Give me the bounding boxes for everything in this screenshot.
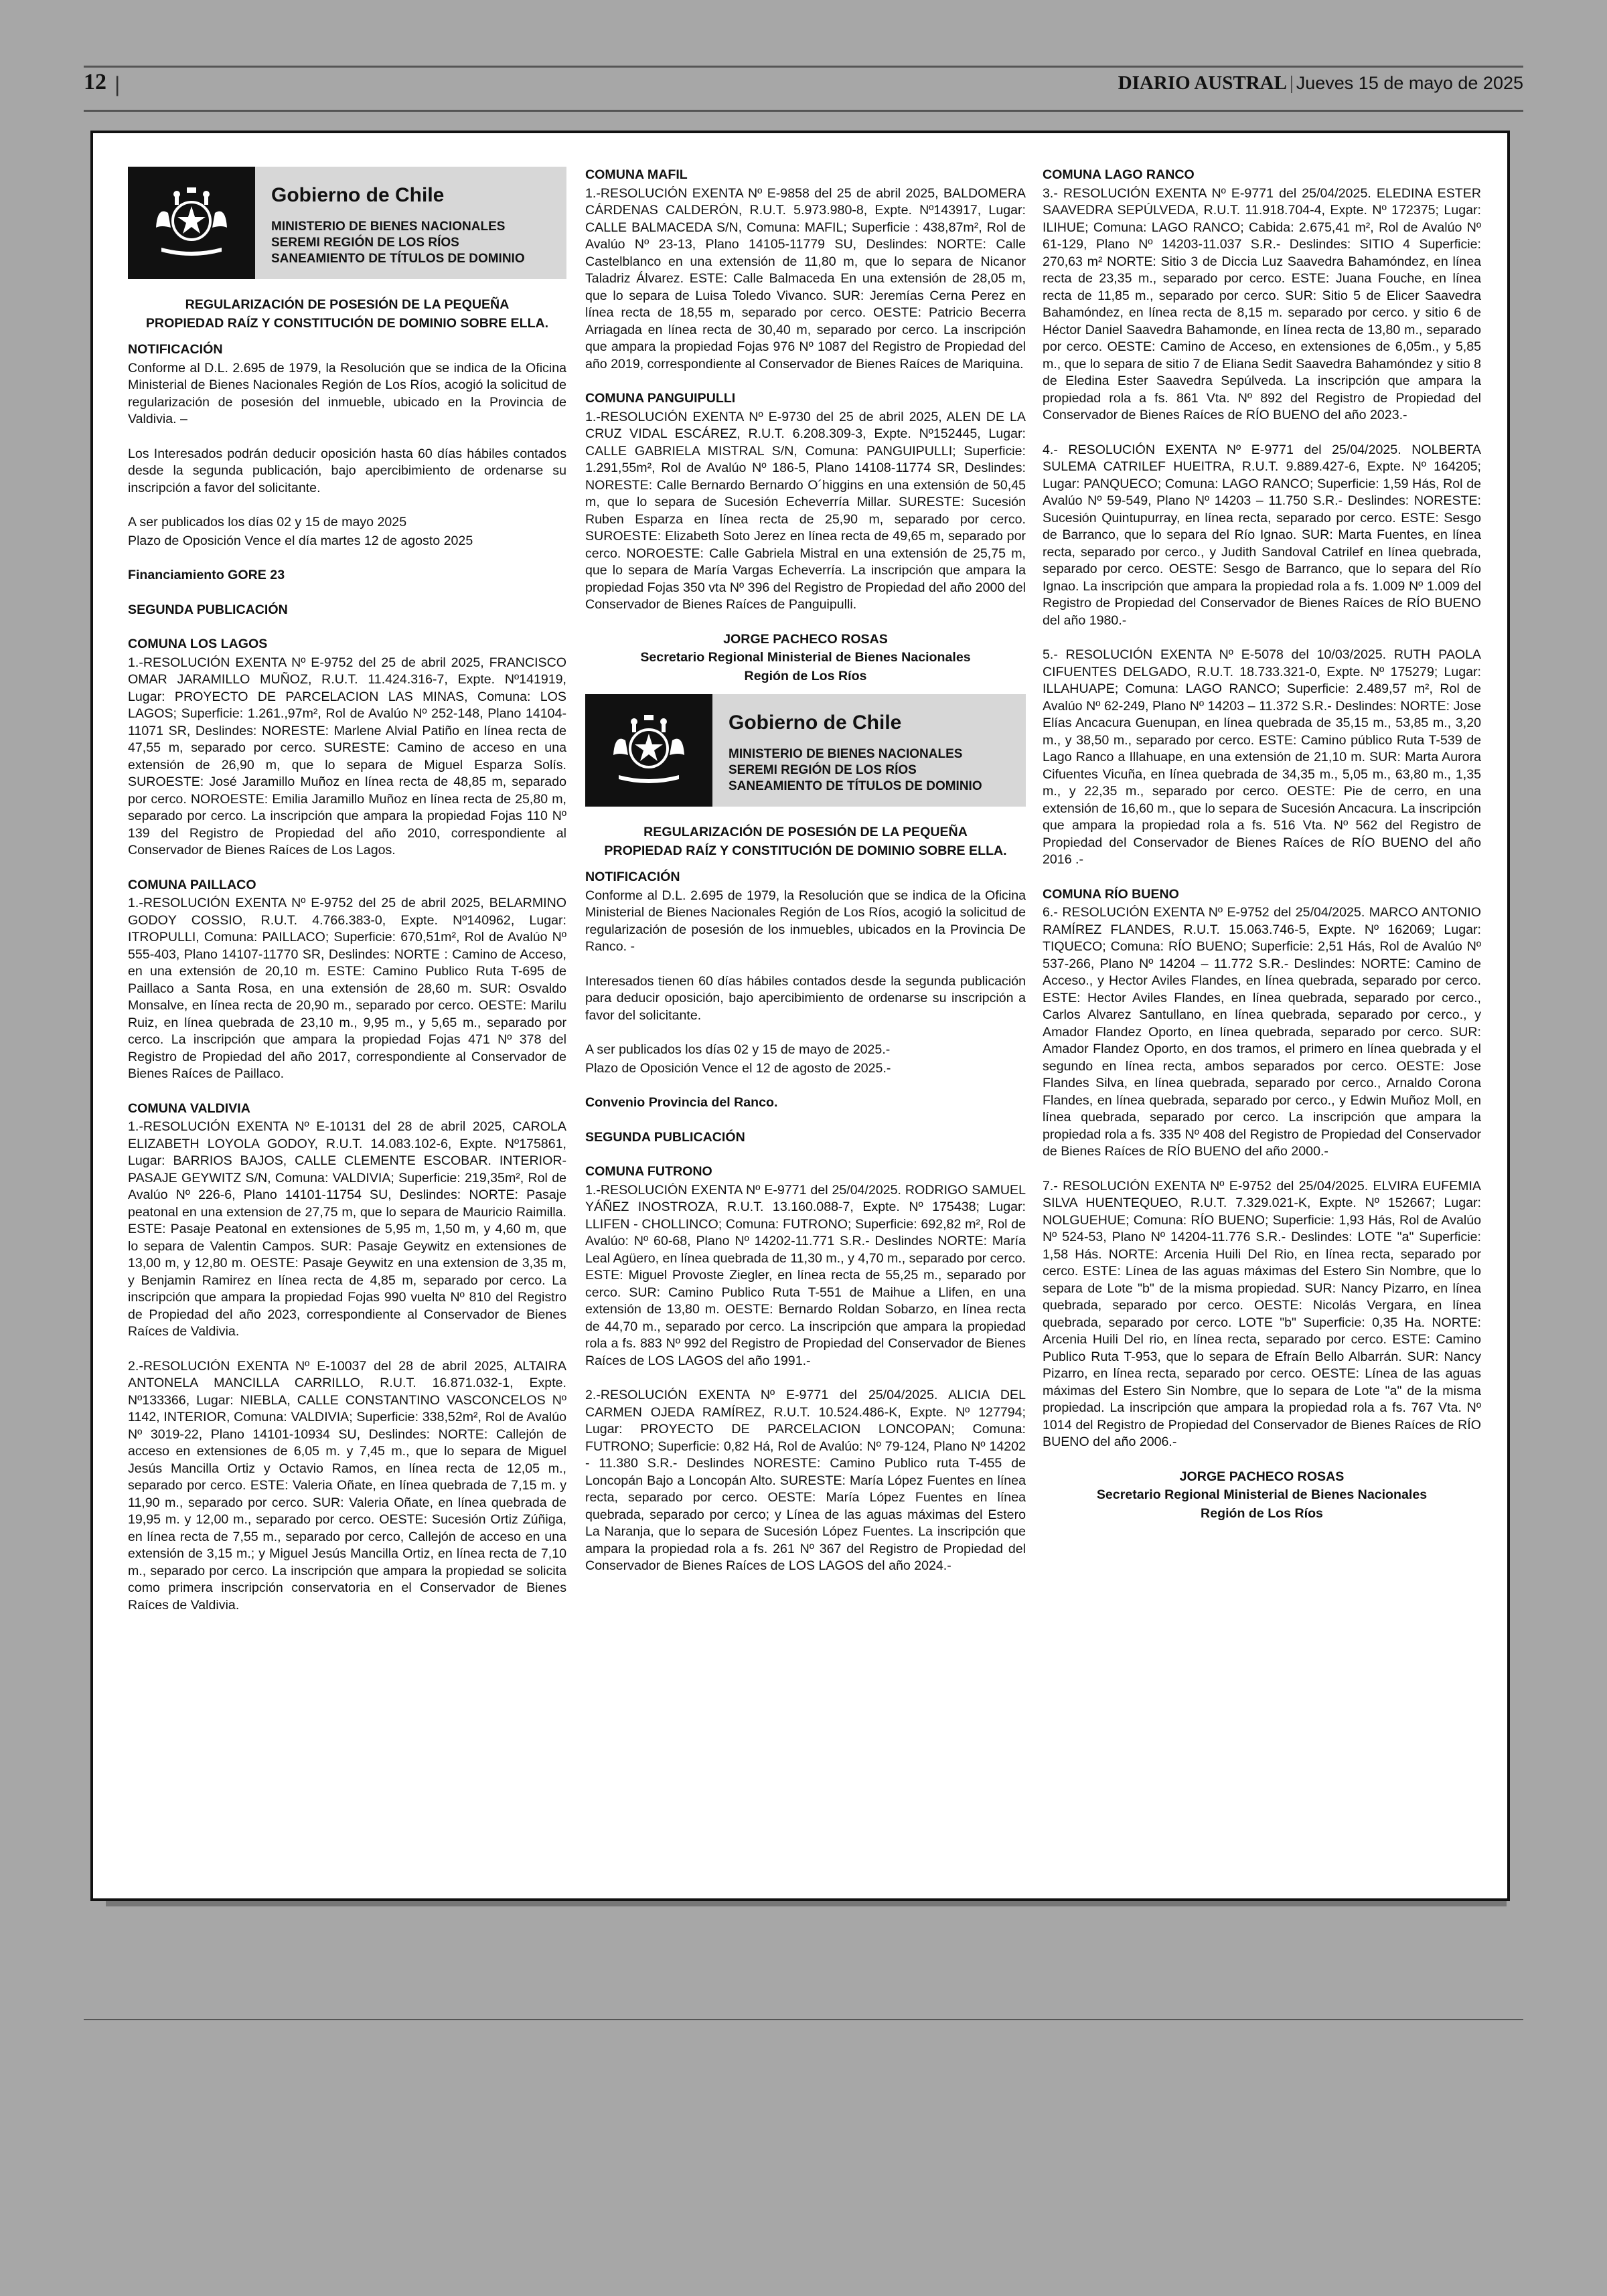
notice-sheet [90,131,1510,1901]
saneamiento-line: SANEAMIENTO DE TÍTULOS DE DOMINIO [729,779,982,793]
section-heading: COMUNA LOS LAGOS [128,637,268,651]
gov-logo-banner [128,167,566,279]
signatory-role: Secretario Regional Ministerial de Bienes Nacionales [1096,1487,1428,1502]
notification-heading: NOTIFICACIÓN [128,342,223,357]
masthead-separator: | [1289,72,1294,94]
ministry-line: MINISTERIO DE BIENES NACIONALES [729,747,963,761]
convenio-line: Convenio Provincia del Ranco. [585,1095,778,1110]
section-heading: COMUNA PANGUIPULLI [585,391,736,406]
resolution-entry: 6.- RESOLUCIÓN EXENTA Nº E-9752 del 25/04/2025. MARCO ANTONIO RAMÍREZ FLANDES, R.U.T. 15.063.746-5, Expte. Nº 162069; Lugar: TIQUECO; Comuna: RÍO BUENO; Superficie: 2,51 Hás, Rol de Avalúo Nº 537-266, Plano Nº 14204 – 11.772 S.R.- Deslindes: NORTE: Camino de Acceso., y Hector Aviles Flandes, en línea quebrada, separado por cerco. ESTE: Hector Aviles Flandes, en línea quebrada, separado por cerco., Carlos Alvarez Santullano, en línea quebrada, separado por cerco., y Amador Flandez Oporto, en línea quebrada, separado por cerco. SUR: Amador Flandez Oporto, en dos tramos, el primero en línea quebrada y el segundo en línea recta, ambos separados por cerco. OESTE: Jose Flandes Silva, en línea quebrada, separado por cerco., Arnaldo Corona Flandes, en línea quebrada, separado por cerco., y Edwin Muñoz Moll, en línea quebrada, separado por cerco. La inscripción que ampara la propiedad rola a fs. 335 Nº 408 del Registro de Propiedad del Conservador de Bienes Raíces de RÍO BUENO del año 2000.- [1043,905,1481,1159]
publication-name: DIARIO AUSTRAL [1118,72,1287,94]
logo-text [712,694,982,807]
gov-logo-banner [585,694,1026,807]
second-publication-heading: SEGUNDA PUBLICACIÓN [585,1129,745,1145]
publish-dates: A ser publicados los días 02 y 15 de mayo 2025 [128,515,407,529]
notification-text: Conforme al D.L. 2.695 de 1979, la Resolución que se indica de la Oficina Ministerial de Bienes Nacionales Región de Los Ríos, acogió la solicitud de regularización de posesión de los inmuebles, ubicados en la Provincia De Ranco. - [585,888,1026,954]
resolution-entry: 1.-RESOLUCIÓN EXENTA Nº E-9752 del 25 de abril 2025, FRANCISCO OMAR JARAMILLO MUÑOZ, R.U.T. 11.424.316-7, Expte. Nº141919, Lugar: PROYECTO DE PARCELACION LAS MINAS, Comuna: LOS LAGOS; Superficie: 1.261.,97m², Rol de Avalúo Nº 252-148, Plano 14104-11071 SR, Deslindes: NORESTE: Marlene Alvial Patiño en línea recta de 47,55 m, separado por cerco. SURESTE: Camino de acceso en una extensión de 26,90 m, que lo separa de Miguel Esparza Solís. SUROESTE: José Jaramillo Muñoz en línea recta de 48,85 m, separado por cerco. NOROESTE: Emilia Jaramillo Muñoz en línea recta de 25,80 m, separado por cerco. La inscripción que ampara la propiedad Fojas 110 Nº 139 del Registro de Propiedad del año 2010, correspondiente al Conservador de Bienes Raíces de Los Lagos. [128,655,566,857]
notification-heading: NOTIFICACIÓN [585,870,680,884]
opposition-text: Interesados tienen 60 días hábiles contados desde la segunda publicación para deducir oposición, bajo apercibimiento de ordenarse su inscripción a favor del solicitante. [585,973,1026,1023]
resolution-entry: 7.- RESOLUCIÓN EXENTA Nº E-9752 del 25/04/2025. ELVIRA EUFEMIA SILVA HUENTEQUEO, R.U.T. 7.329.021-K, Expte. Nº 152667; Lugar: NOLGUEHUE; Comuna: RÍO BUENO; Superficie: 1,93 Hás, Rol de Avalúo Nº 524-53, Plano Nº 14204-11.776 S.R.- Deslindes: LOTE "a" Superficie: 1,58 Hás. NORTE: Arcenia Huili Del Rio, en línea recta, separado por cerco. ESTE: Línea de las aguas máximas del Estero Sin Nombre, que lo separa de Lote "b" de la misma propiedad. SUR: Nancy Pizarro, en línea quebrada, separado por cerco. OESTE: Nicolás Vergara, en línea quebrada, separado por cerco. LOTE "b" Superficie: 0,35 Ha. NORTE: Arcenia Huili Del rio, en línea recta, separado por cerco. ESTE: Camino Publico Ruta T-953, que lo separa de Efraín Bello Albarrán. SUR: Nancy Pizarro, en línea recta, separado por cerco. OESTE: Línea de las aguas máximas del Estero Sin Nombre, que lo separa de Lote "a" de la misma propiedad. La inscripción que ampara la propiedad rola a fs. 767 Vta. Nº 1014 del Registro de Propiedad del Conservador de Bienes Raíces de RÍO BUENO del año 2006.- [1043,1178,1481,1449]
column-3 [1043,167,1481,1524]
section-heading: COMUNA VALDIVIA [128,1100,250,1116]
publish-dates: A ser publicados los días 02 y 15 de mayo de 2025.- [585,1042,891,1057]
opposition-text: Los Interesados podrán deducir oposición hasta 60 días hábiles contados desde la segunda publicación, bajo apercibimiento de ordenarse su inscripción a favor del solicitante. [128,446,566,495]
notice-title-line-1: REGULARIZACIÓN DE POSESIÓN DE LA PEQUEÑA [185,297,510,312]
page-number: 12 [84,70,106,94]
column-1 [128,167,566,1615]
resolution-entry: 3.- RESOLUCIÓN EXENTA Nº E-9771 del 25/04/2025. ELEDINA ESTER SAAVEDRA SEPÚLVEDA, R.U.T. 11.918.704-4, Expte. Nº 172375; Lugar: ILIHUE; Comuna: LAGO RANCO; Cabida: 2.675,41 m², Rol de Avalúo Nº 61-129, Plano Nº 14203-11.037 S.R.- Deslindes: SITIO 4 Superficie: 270,63 m² NORTE: Sitio 3 de Diccia Luz Saavedra Bahamóndez, en línea recta de 23,35 m., separado por cerco. ESTE: Juana Fouche, en línea recta de 11,85 m., separado por cerco. SUR: Sitio 5 de Elicer Saavedra Bahamóndez, en línea recta de 8,15 m. separado por cerco. y sitio 6 de Héctor Daniel Saavedra Bahamonde, en línea recta de 13,80 m., separado por cerco. OESTE: Camino de Acceso, en extensiones de 6,05m., y 5,85 m., que lo separa de sitio 7 de Eliana Sedit Saavedra Bahamóndez y sitio 8 de Eledina Ester Saavedra Sepúlveda. La inscripción que ampara la propiedad rola a fs. 861 Vta. Nº 892 del Registro de Propiedad del Conservador de Bienes Raíces de RÍO BUENO del año 2023.- [1043,185,1481,422]
column-2 [585,167,1026,1576]
signatory-region: Región de Los Ríos [744,668,867,683]
financing-line: Financiamiento GORE 23 [128,568,285,582]
resolution-entry: 4.- RESOLUCIÓN EXENTA Nº E-9771 del 25/04/2025. NOLBERTA SULEMA CATRILEF HUEITRA, R.U.T. 9.889.427-6, Expte. Nº 164205; Lugar: PANQUECO; Comuna: LAGO RANCO; Superficie: 1,59 Hás, Rol de Avalúo Nº 59-549, Plano Nº 14203 – 11.750 S.R.- Deslindes: NORESTE: Sucesión Quintupurray, en línea recta, separado por cerco. ESTE: Sesgo de Barranco, que lo separa del Río Ignao. SUR: Marta Fuentes, en línea recta, separado por cerco., y Judith Sandoval Catrilef en línea quebrada, separado por cerco. OESTE: Sesgo de Barranco, que lo separa del Río Ignao. La inscripción que ampara la propiedad rola a fs. 1.009 Nº 1.009 del Registro de Propiedad del Conservador de Bienes Raíces de RÍO BUENO del año 1980.- [1043,442,1481,628]
section-heading: COMUNA MAFIL [585,167,688,182]
section-heading: COMUNA RÍO BUENO [1043,886,1179,902]
resolution-entry: 1.-RESOLUCIÓN EXENTA Nº E-9730 del 25 de abril 2025, ALEN DE LA CRUZ VIDAL ESCÁREZ, R.U.T. 6.208.309-3, Expte. Nº152445, Lugar: CALLE GABRIELA MISTRAL S/N, Comuna: PANGUIPULLI; Superficie: 1.291,55m², Rol de Avalúo Nº 186-5, Plano 14108-11774 SR, Deslindes: NORESTE: Calle Bernardo Bernardo O´higgins en una extensión de 50,45 m, que lo separa de Sucesión Echeverría Millar. SURESTE: Sucesión Ruben Esparza en línea recta de 25,90 m, separado por cerco. SUROESTE: Elizabeth Soto Jerez en línea recta de 49,65 m, separado por cerco. NOROESTE: Calle Gabriela Mistral en una extensión de 25,75 m, que lo separa de María Vargas Echeverría. La inscripción que ampara la propiedad Fojas 350 vta Nº 396 del Registro de Propiedad del año 2000 del Conservador de Bienes Raíces de Panguipulli. [585,409,1026,612]
seremi-line: SEREMI REGIÓN DE LOS RÍOS [729,763,917,777]
notification-text: Conforme al D.L. 2.695 de 1979, la Resolución que se indica de la Oficina Ministerial de Bienes Nacionales Región de Los Ríos, acogió la solicitud de regularización de posesión del inmueble, ubicado en la Provincia de Valdivia. – [128,360,566,426]
page-header [84,70,1523,98]
publication-date: Jueves 15 de mayo de 2025 [1296,73,1523,93]
signatory-region: Región de Los Ríos [1201,1505,1323,1521]
header-rule [84,110,1523,112]
resolution-entry: 1.-RESOLUCIÓN EXENTA Nº E-9752 del 25 de abril 2025, BELARMINO GODOY COSSIO, R.U.T. 4.766.383-0, Expte. Nº140962, Lugar: ITROPULLI, Comuna: PAILLACO; Superficie: 670,51m², Rol de Avalúo Nº 555-403, Plano 14107-11770 SR, Deslindes: NORTE : Camino de Acceso, en una extensión de 20,10 m. ESTE: Camino Publico Ruta T-695 de Paillaco a Santa Rosa, en una extensión de 28,60 m. SUR: Osvaldo Monsalve, en línea recta de 20,90 m., separado por cerco. OESTE: Marilu Ruiz, en línea quebrada de 23,10 m., 9,95 m., y 5,65 m., separado por cerco. La inscripción que ampara la propiedad Fojas 471 Nº 378 del Registro de Propiedad del año 2017, correspondiente al Conservador de Bienes Raíces de Paillaco. [128,896,566,1081]
top-rule [84,66,1523,68]
resolution-entry: 1.-RESOLUCIÓN EXENTA Nº E-9771 del 25/04/2025. RODRIGO SAMUEL YÁÑEZ INOSTROZA, R.U.T. 13.160.088-7, Expte. Nº 175438; Lugar: LLIFEN - CHOLLINCO; Comuna: FUTRONO; Superficie: 692,82 m², Rol de Avalúo: Nº 60-68, Plano Nº 14202-11.771 S.R.- Deslindes NORTE: María Leal Agüero, en línea quebrada de 11,30 m., y 4,70 m., separado por cerco. ESTE: Miguel Provoste Ziegler, en línea recta de 55,25 m., separado por cerco. SUR: Camino Publico Ruta T-551 de Maihue a Llifen, en una extensión de 13,80 m. OESTE: Bernardo Roldan Sobarzo, en línea recta de 44,70 m., separado por cerco. La inscripción que ampara la propiedad rola a fs. 883 Nº 992 del Registro de Propiedad del Conservador de Bienes Raíces de LOS LAGOS del año 1991.- [585,1182,1026,1368]
second-publication-heading: SEGUNDA PUBLICACIÓN [128,602,288,617]
bottom-rule [84,2019,1523,2020]
signatory-name: JORGE PACHECO ROSAS [723,631,888,647]
resolution-entry: 2.-RESOLUCIÓN EXENTA Nº E-10037 del 28 de abril 2025, ALTAIRA ANTONELA MANCILLA CARRILLO, R.U.T. 16.871.032-1, Expte. Nº133366, Lugar: NIEBLA, CALLE CONSTANTINO VASCONCELOS Nº 1142, INTERIOR, Comuna: VALDIVIA; Superficie: 338,52m², Rol de Avalúo Nº 3019-22, Plano 14101-10934 SU, Deslindes: NORTE: Callejón de acceso en extensiones de 6,05 m. y 7,45 m., que lo separa de Miguel Jesús Mancilla Ortiz y Octavio Ramos, en línea recta de 12,05 m., separado por cerco. ESTE: Valeria Oñate, en línea quebrada de 7,15 m. y 11,90 m., separado por cerco. SUR: Valeria Oñate, en línea quebrada de 19,95 m. y 12,00 m., separado por cerco. OESTE: Sucesión Ortiz Zúñiga, en línea recta de 7,55 m., separado por cerco, Callejón de acceso en una extensión de 3,15 m.; y Miguel Jesús Mancilla Ortiz, en línea recta de 7,10 m., separado por cerco. La inscripción que ampara la propiedad se solicita como primera inscripción conservatoria en el Conservador de Bienes Raíces de Valdivia. [128,1358,566,1613]
gov-title: Gobierno de Chile [271,184,445,206]
logo-emblem [585,694,712,807]
notice-title-line-1: REGULARIZACIÓN DE POSESIÓN DE LA PEQUEÑA [643,825,968,839]
resolution-entry: 1.-RESOLUCIÓN EXENTA Nº E-10131 del 28 de abril 2025, CAROLA ELIZABETH LOYOLA GODOY, R.U.T. 14.083.102-6, Expte. Nº175861, Lugar: BARRIOS BAJOS, CALLE CLEMENTE ESCOBAR. INTERIOR-PASAJE GEYWITZ S/N, Comuna: VALDIVIA; Superficie: 219,35m², Rol de Avalúo Nº 226-6, Plano 14101-11754 SU, Deslindes: NORTE: Pasaje peatonal en una extension de 27,75 m, que lo separa de Mauricio Raimilla. ESTE: Pasaje Peatonal en extensiones de 5,95 m, 1,50 m, y 4,60 m, que lo separa de Valentin Campos. SUR: Pasaje Geywitz en extensiones de 13,00 m, y 12,80 m. OESTE: Pasaje Geywitz en una extension de 3,35 m, y Benjamin Ramirez en línea recta de 4,85 m, separado por cerco. La inscripción que ampara la propiedad Fojas 990 vuelta Nº 810 del Registro de Propiedad del año 2023, correspondiente al Conservador de Bienes Raíces de Valdivia. [128,1119,566,1339]
opposition-deadline: Plazo de Oposición Vence el 12 de agosto de 2025.- [585,1060,891,1076]
gov-title: Gobierno de Chile [729,712,902,734]
seremi-line: SEREMI REGIÓN DE LOS RÍOS [271,236,459,250]
section-heading: COMUNA LAGO RANCO [1043,167,1195,182]
signatory-role: Secretario Regional Ministerial de Bienes Nacionales [640,650,971,665]
opposition-deadline: Plazo de Oposición Vence el día martes 12 de agosto 2025 [128,533,473,548]
coat-of-arms-icon [605,714,692,787]
coat-of-arms-icon [148,186,235,260]
page-number-separator: | [114,72,121,96]
section-heading: COMUNA PAILLACO [128,877,256,892]
ministry-line: MINISTERIO DE BIENES NACIONALES [271,220,506,234]
resolution-entry: 2.-RESOLUCIÓN EXENTA Nº E-9771 del 25/04/2025. ALICIA DEL CARMEN OJEDA RAMÍREZ, R.U.T. 10.524.486-K, Expte. Nº 127794; Lugar: PROYECTO DE PARCELACION LONCOPAN; Comuna: FUTRONO; Superficie: 0,82 Há, Rol de Avalúo: Nº 79-124, Plano Nº 14202 - 11.380 S.R.- Deslindes NORESTE: Camino Publico ruta T-455 de Loncopán Bajo a Loncopán Alto. SURESTE: María López Fuentes en línea recta, separado por cerco. OESTE: María López Fuentes en línea quebrada, separado por cerco; y Línea de las aguas máximas del Estero La Naranja, que lo separa de Sucesión López Fuentes. La inscripción que ampara la propiedad rola a fs. 261 Nº 367 del Registro de Propiedad del Conservador de Bienes Raíces de LOS LAGOS del año 2024.- [585,1388,1026,1573]
logo-emblem [128,167,255,279]
logo-text [255,167,525,279]
section-heading: COMUNA FUTRONO [585,1164,712,1179]
resolution-entry: 5.- RESOLUCIÓN EXENTA Nº E-5078 del 10/03/2025. RUTH PAOLA CIFUENTES DELGADO, R.U.T. 18.733.321-0, Expte. Nº 175279; Lugar: ILLAHUAPE; Comuna: LAGO RANCO; Superficie: 2.489,57 m², Rol de Avalúo Nº 62-249, Plano Nº 14203 – 11.372 S.R.- Deslindes: NORTE: Jose Elías Ancacura Guenupan, en línea quebrada de 35,15 m., 53,85 m., 3,20 m., y 38,50 m., separado por cerco. ESTE: Camino público Ruta T-539 de Lago Ranco a Illahuape, en una extensión de 21,10 m. SUR: Marta Aurora Cifuentes Vicuña, en línea quebrada de 34,35 m., 5,05 m., 63,80 m., 1,35 m., y 22,35 m., separado por cerco. OESTE: Pie de cerro, en una extensión de 16,60 m., que lo separa de Sucesión Ancacura. La inscripción que ampara la propiedad rola a fs. 516 Vta. Nº 562 del Registro de Propiedad del Conservador de Bienes Raíces de RÍO BUENO del año 2016 .- [1043,647,1481,867]
masthead [1118,72,1523,94]
signatory-name: JORGE PACHECO ROSAS [1179,1469,1345,1484]
notice-title-line-2: PROPIEDAD RAÍZ Y CONSTITUCIÓN DE DOMINIO SOBRE ELLA. [604,843,1007,858]
notice-title-line-2: PROPIEDAD RAÍZ Y CONSTITUCIÓN DE DOMINIO SOBRE ELLA. [145,315,549,331]
saneamiento-line: SANEAMIENTO DE TÍTULOS DE DOMINIO [271,252,525,266]
resolution-entry: 1.-RESOLUCIÓN EXENTA Nº E-9858 del 25 de abril 2025, BALDOMERA CÁRDENAS CALDERÓN, R.U.T. 5.973.980-8, Expte. Nº143917, Lugar: CALLE BALMACEDA S/N, Comuna: MAFIL; Superficie : 438,87m², Rol de Avalúo Nº 23-13, Plano 14105-11779 SU, Deslindes: NORTE: Calle Castelblanco en una extensión de 11,80 m, que lo separa de Nicanor Taladriz Álvarez. ESTE: Calle Balmaceda En una extensión de 28,05 m, que lo separa de Luisa Toledo Vivanco. SUR: Jeremías Cerna Perez en línea recta de 18,55 m, separado por cerco. OESTE: Patricio Becerra Arriagada en línea recta de 30,40 m, separado por cerco. La inscripción que ampara la propiedad Fojas 976 Nº 1087 del Registro de Propiedad del año 2019, correspondiente al Conservador de Bienes Raíces de Mariquina. [585,185,1026,372]
